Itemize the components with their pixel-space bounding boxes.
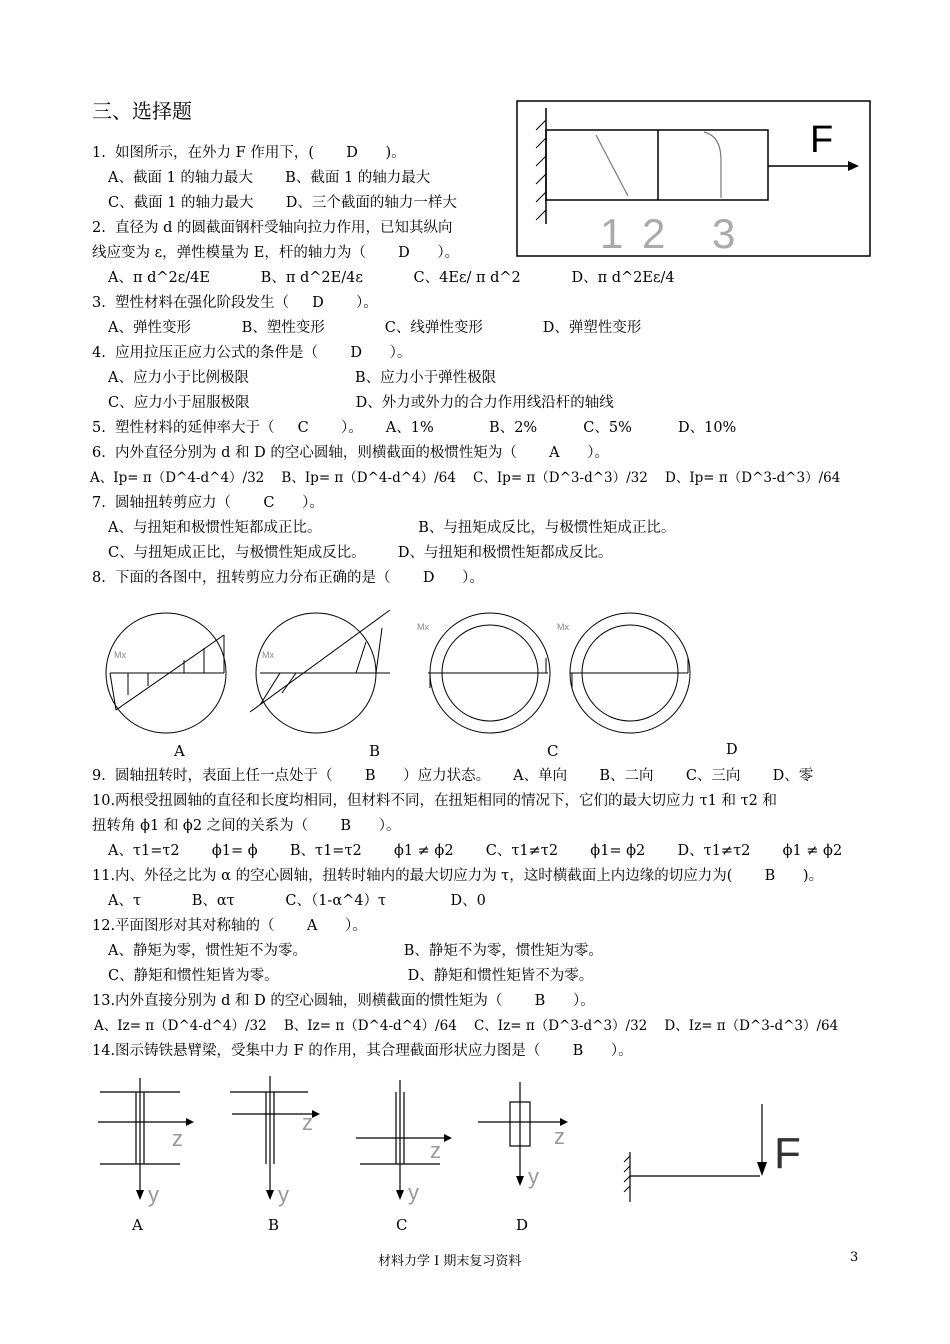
fig1-section-1: 1 [600,210,624,257]
q4-options-ab: A、应力小于比例极限 B、应力小于弹性极限 [108,370,497,386]
q8-shear-figures [100,600,700,770]
q1-stem: 1. 如图所示，在外力 F 作用下，( D )。 [92,145,406,161]
q13-stem: 13.内外直接分别为 d 和 D 的空心圆轴，则横截面的惯性矩为（ B ）。 [92,993,595,1009]
fig8-d-moment: Mx [557,622,569,632]
q11-options: A、τ B、ατ C、（1-α^4）τ D、0 [108,893,486,909]
fig8-label-a: A [174,742,185,760]
q12-options-cd: C、静矩和惯性矩皆为零。 D、静矩和惯性矩皆不为零。 [108,968,594,984]
q4-options-cd: C、应力小于屈服极限 D、外力或外力的合力作用线沿杆的轴线 [108,395,614,411]
q6-stem: 6. 内外直径分别为 d 和 D 的空心圆轴，则横截面的极惯性矩为（ A ）。 [92,445,610,461]
fig1-section-2: 2 [642,210,666,257]
q1-options-cd: C、截面 1 的轴力最大 D、三个截面的轴力一样大 [108,195,457,211]
fig8-label-c: C [547,742,559,760]
fig8-label-d-text: D [726,742,738,758]
fig1-force-label: F [810,119,834,161]
fig14-d-y: y [528,1164,539,1189]
q13-options: A、Iz= π（D^4-d^4）/32 B、Iz= π（D^4-d^4）/64 C、Iz= π（D^3-d^3）/32 D、Iz= π（D^3-d^3）/64 [94,1018,839,1034]
q6-options: A、Ip= π（D^4-d^4）/32 B、Ip= π（D^4-d^4）/64 C、Ip= π（D^3-d^3）/32 D、Ip= π（D^3-d^3）/64 [90,470,841,486]
fig14-c-z: z [430,1138,441,1163]
q10-stem-1: 10.两根受扭圆轴的直径和长度均相同，但材料不同，在扭矩相同的情况下，它们的最大切应力 τ1 和 τ2 和 [92,793,777,809]
fig14-b-y: y [278,1182,289,1207]
fig14-label-b: B [268,1216,280,1234]
q7-options-ab: A、与扭矩和极惯性矩都成正比。 B、与扭矩成反比，与极惯性矩成正比。 [108,520,676,536]
q3-options: A、弹性变形 B、塑性变形 C、线弹性变形 D、弹塑性变形 [108,320,642,336]
q8-stem: 8. 下面的各图中，扭转剪应力分布正确的是（ D ）。 [92,570,484,586]
q3-stem: 3. 塑性材料在强化阶段发生（ D ）。 [92,295,378,311]
fig14-label-a: A [132,1216,143,1234]
fig8-a-moment: Mx [114,650,126,660]
q1-bar-figure [516,100,872,258]
fig14-label-d: D [516,1216,529,1234]
fig14-a-z: z [172,1126,183,1151]
fig14-force: F [774,1129,801,1178]
q14-stem: 14.图示铸铁悬臂梁，受集中力 F 的作用，其合理截面形状应力图是（ B ）。 [92,1043,633,1059]
q1-options-ab: A、截面 1 的轴力最大 B、截面 1 的轴力最大 [108,170,431,186]
q11-stem: 11.内、外径之比为 α 的空心圆轴，扭转时轴内的最大切应力为 τ，这时横截面上内边缘的切应力为( B )。 [92,868,824,884]
q10-options: A、τ1=τ2 ϕ1= ϕ B、τ1=τ2 ϕ1 ≠ ϕ2 C、τ1≠τ2 ϕ1= ϕ2 D、τ1≠τ2 ϕ1 ≠ ϕ2 [108,843,843,859]
q4-stem: 4. 应用拉压正应力公式的条件是（ D ）。 [92,345,412,361]
q2-stem-1: 2. 直径为 d 的圆截面钢杆受轴向拉力作用，已知其纵向 [92,220,453,236]
q7-options-cd: C、与扭矩成正比，与极惯性矩成反比。 D、与扭矩和极惯性矩都成反比。 [108,545,613,561]
q12-options-ab: A、静矩为零，惯性矩不为零。 B、静矩不为零，惯性矩为零。 [108,943,603,959]
q10-stem-2: 扭转角 ϕ1 和 ϕ2 之间的关系为（ B ）。 [92,818,401,834]
fig14-label-c: C [396,1216,408,1234]
q7-stem: 7. 圆轴扭转剪应力（ C ）。 [92,495,324,511]
q5: 5. 塑性材料的延伸率大于（ C ）。 A、1% B、2% C、5% D、10% [92,420,737,436]
footer-course: 材料力学 I 期末复习资料 [378,1254,522,1269]
section-title: 三、选择题 [92,99,192,123]
fig14-b-z: z [302,1110,313,1135]
fig8-b-moment: Mx [262,650,274,660]
fig1-section-3: 3 [712,210,736,257]
q2-options: A、π d^2ε/4E B、π d^2E/4ε C、4Eε/ π d^2 D、π d^2Eε/4 [108,270,675,286]
fig14-c-y: y [408,1180,419,1205]
q9: 9. 圆轴扭转时，表面上任一点处于（ B ）应力状态。 A、单向 B、二向 C、三向 D、零 [92,768,814,784]
page-number: 3 [850,1250,859,1265]
q14-section-figures [90,1072,810,1242]
fig8-c-moment: Mx [417,622,429,632]
fig8-label-b: B [369,742,381,760]
fig14-a-y: y [148,1182,159,1207]
q12-stem: 12.平面图形对其对称轴的（ A ）。 [92,918,367,934]
fig14-d-z: z [554,1124,565,1149]
q2-stem-2: 线应变为 ε，弹性模量为 E，杆的轴力为（ D ）。 [92,245,460,261]
